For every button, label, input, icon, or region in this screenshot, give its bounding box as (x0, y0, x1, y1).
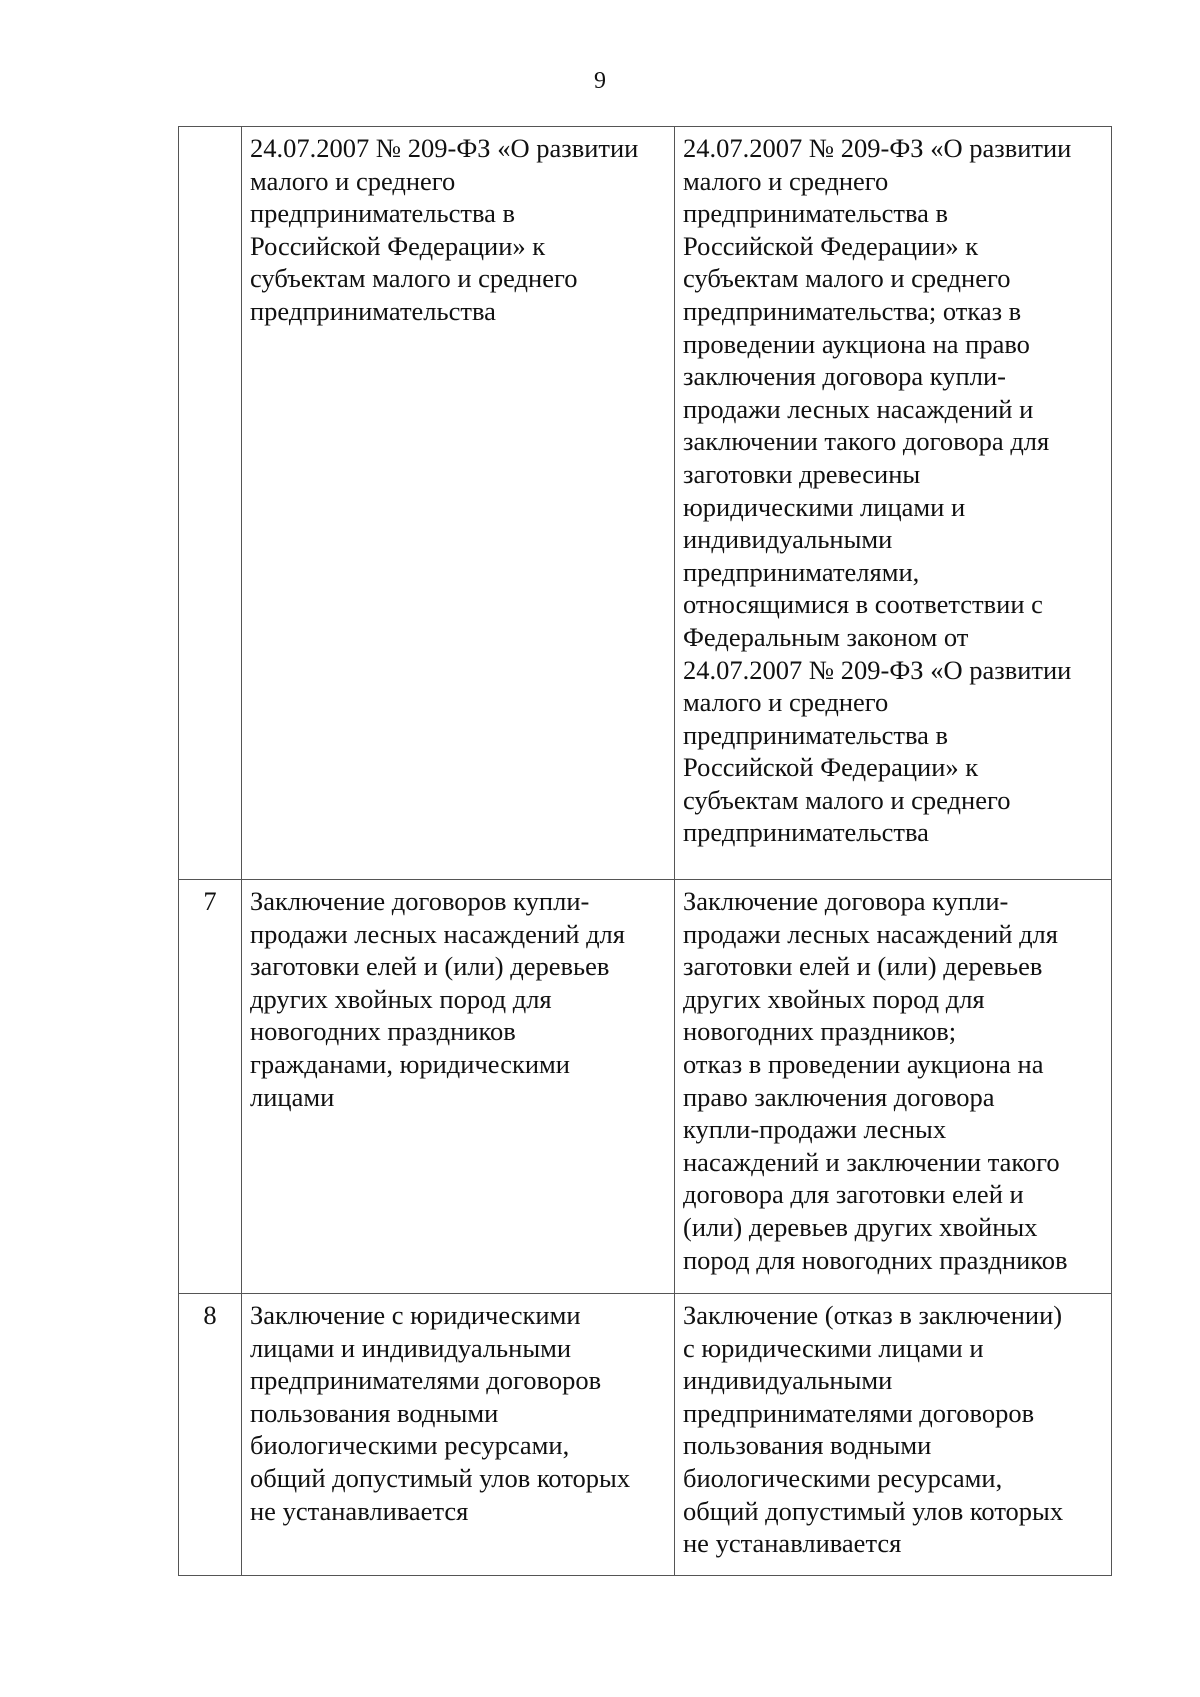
service-name-cell: 24.07.2007 № 209-ФЗ «О развитии малого и среднего предпринимательства в Российской Федерации» к субъектам малого и среднего предпринимательства (242, 127, 675, 880)
table-row (179, 880, 1112, 1294)
service-name-cell: Заключение договоров купли- продажи лесных насаждений для заготовки елей и (или) деревьев других хвойных пород для новогодних праздников гражданами, юридическими лицами (242, 880, 675, 1294)
table-row (179, 1294, 1112, 1576)
service-result-cell: 24.07.2007 № 209-ФЗ «О развитии малого и среднего предпринимательства в Российской Федерации» к субъектам малого и среднего предпринимательства; отказ в проведении аукциона на право заключения договора купли- продажи лесных насаждений и заключении такого договора для заготовки древесины юридическими лицами и индивидуальными предпринимателями, относящимися в соответствии с Федеральным законом от 24.07.2007 № 209-ФЗ «О развитии малого и среднего предпринимательства в Российской Федерации» к субъектам малого и среднего предпринимательства (675, 127, 1112, 880)
row-number-cell: 8 (179, 1294, 242, 1576)
row-number-cell (179, 127, 242, 880)
services-table (178, 126, 1112, 1576)
page-number: 9 (594, 68, 606, 94)
service-name-cell: Заключение с юридическими лицами и индивидуальными предпринимателями договоров пользования водными биологическими ресурсами, общий допустимый улов которых не устанавливается (242, 1294, 675, 1576)
service-result-cell: Заключение (отказ в заключении) с юридическими лицами и индивидуальными предпринимателями договоров пользования водными биологическими ресурсами, общий допустимый улов которых не устанавливается (675, 1294, 1112, 1576)
service-result-cell: Заключение договора купли- продажи лесных насаждений для заготовки елей и (или) деревьев других хвойных пород для новогодних праздников; отказ в проведении аукциона на право заключения договора купли-продажи лесных насаждений и заключении такого договора для заготовки елей и (или) деревьев других хвойных пород для новогодних праздников (675, 880, 1112, 1294)
row-number-cell: 7 (179, 880, 242, 1294)
table-row (179, 127, 1112, 880)
